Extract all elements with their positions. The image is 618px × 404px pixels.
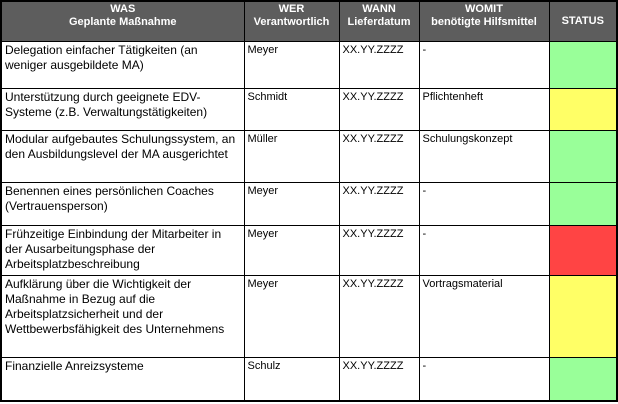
header-womit-subtitle: benötigte Hilfsmittel (431, 16, 537, 28)
header-womit (419, 1, 549, 41)
table-row (1, 131, 617, 182)
measure-cell: Unterstützung durch geeignete EDV-Systeme (z.B. Verwaltungstätigkeiten) (1, 88, 244, 130)
measure-cell: Modular aufgebautes Schulungssystem, an den Ausbildungslevel der MA ausgerichtet (1, 131, 244, 182)
header-was-title: WAS (110, 3, 136, 15)
resources-cell: - (419, 182, 549, 225)
delivery-date-cell: XX.YY.ZZZZ (339, 358, 419, 401)
measure-cell: Aufklärung über die Wichtigkeit der Maßnahme in Bezug auf die Arbeitsplatzsicherheit und der Wettbewerbsfähigkeit des Unternehmens (1, 276, 244, 358)
delivery-date-cell: XX.YY.ZZZZ (339, 88, 419, 130)
measure-cell: Delegation einfacher Tätigkeiten (an weniger ausgebildete MA) (1, 41, 244, 88)
responsible-cell: Meyer (244, 41, 339, 88)
table-row (1, 276, 617, 358)
table-row (1, 358, 617, 401)
header-wer (244, 1, 339, 41)
status-cell (549, 41, 617, 88)
measure-cell: Finanzielle Anreizsysteme (1, 358, 244, 401)
header-status: STATUS (549, 1, 617, 41)
delivery-date-cell: XX.YY.ZZZZ (339, 41, 419, 88)
responsible-cell: Meyer (244, 182, 339, 225)
header-womit-title: WOMIT (465, 3, 503, 15)
responsible-cell: Meyer (244, 226, 339, 276)
delivery-date-cell: XX.YY.ZZZZ (339, 182, 419, 225)
table-row (1, 182, 617, 225)
resources-cell: - (419, 358, 549, 401)
header-wer-subtitle: Verantwortlich (253, 16, 330, 28)
header-wann-title: WANN (362, 3, 396, 15)
responsible-cell: Schmidt (244, 88, 339, 130)
delivery-date-cell: XX.YY.ZZZZ (339, 226, 419, 276)
status-cell (549, 182, 617, 225)
header-wann-subtitle: Lieferdatum (347, 16, 411, 28)
responsible-cell: Müller (244, 131, 339, 182)
table-row (1, 226, 617, 276)
resources-cell: Schulungskonzept (419, 131, 549, 182)
resources-cell: - (419, 41, 549, 88)
status-cell (549, 276, 617, 358)
resources-cell: - (419, 226, 549, 276)
header-row (1, 1, 617, 41)
status-cell (549, 226, 617, 276)
table-row (1, 88, 617, 130)
status-cell (549, 358, 617, 401)
responsible-cell: Meyer (244, 276, 339, 358)
status-cell (549, 131, 617, 182)
resources-cell: Vortragsmaterial (419, 276, 549, 358)
measure-cell: Frühzeitige Einbindung der Mitarbeiter in der Ausarbeitungsphase der Arbeitsplatzbeschreibung (1, 226, 244, 276)
header-was (1, 1, 244, 41)
header-wer-title: WER (278, 3, 305, 15)
responsible-cell: Schulz (244, 358, 339, 401)
header-was-subtitle: Geplante Maßnahme (68, 16, 177, 28)
header-wann (339, 1, 419, 41)
delivery-date-cell: XX.YY.ZZZZ (339, 131, 419, 182)
status-cell (549, 88, 617, 130)
table-row (1, 41, 617, 88)
measure-cell: Benennen eines persönlichen Coaches (Vertrauensperson) (1, 182, 244, 225)
delivery-date-cell: XX.YY.ZZZZ (339, 276, 419, 358)
resources-cell: Pflichtenheft (419, 88, 549, 130)
